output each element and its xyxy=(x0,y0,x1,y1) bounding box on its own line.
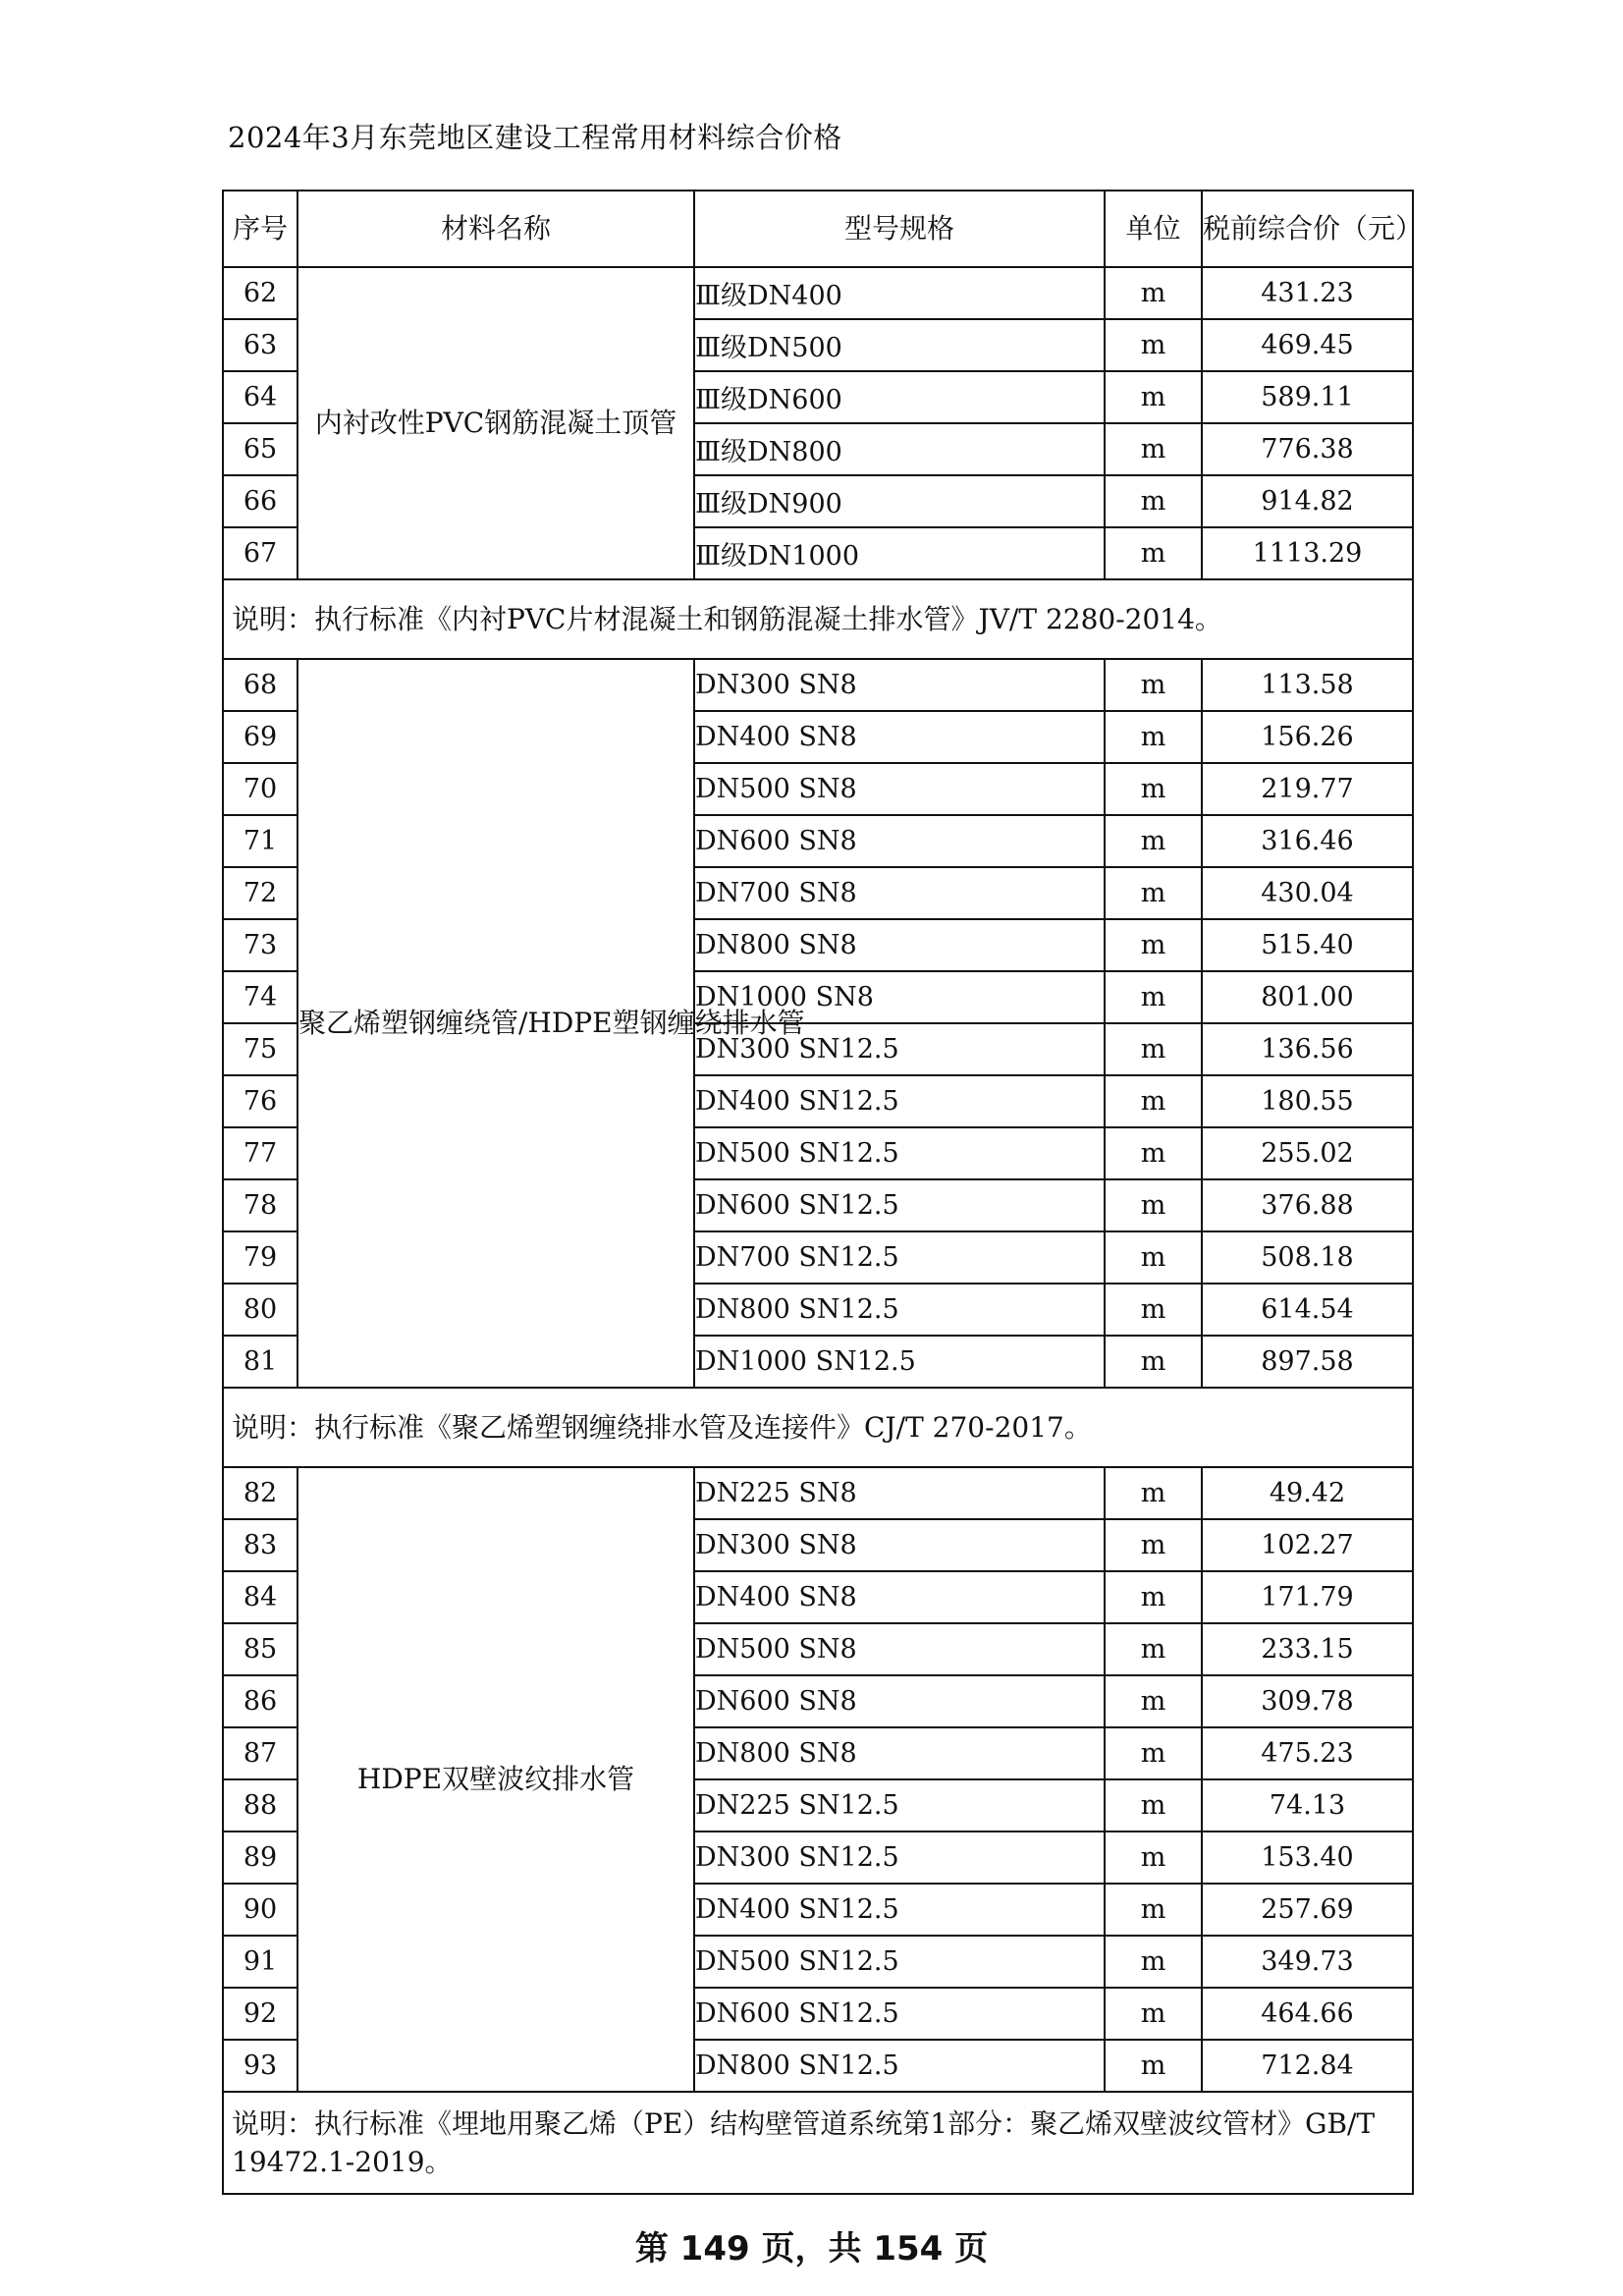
cell-unit: m xyxy=(1105,1467,1202,1519)
cell-spec: DN600 SN12.5 xyxy=(694,1179,1105,1231)
cell-spec: Ⅲ级DN500 xyxy=(694,319,1105,371)
cell-spec: DN600 SN8 xyxy=(694,815,1105,867)
cell-price: 102.27 xyxy=(1202,1519,1413,1571)
cell-seq: 64 xyxy=(223,371,298,423)
cell-price: 171.79 xyxy=(1202,1571,1413,1623)
cell-unit: m xyxy=(1105,423,1202,475)
cell-spec: DN400 SN8 xyxy=(694,711,1105,763)
cell-price: 180.55 xyxy=(1202,1075,1413,1127)
header-unit: 单位 xyxy=(1105,191,1202,267)
cell-seq: 68 xyxy=(223,659,298,711)
cell-spec: DN500 SN12.5 xyxy=(694,1936,1105,1988)
cell-seq: 83 xyxy=(223,1519,298,1571)
cell-price: 257.69 xyxy=(1202,1884,1413,1936)
cell-material-name: 内衬改性PVC钢筋混凝土顶管 xyxy=(298,267,694,579)
header-name: 材料名称 xyxy=(298,191,694,267)
cell-spec: Ⅲ级DN1000 xyxy=(694,527,1105,579)
cell-spec: DN225 SN8 xyxy=(694,1467,1105,1519)
cell-seq: 89 xyxy=(223,1831,298,1884)
cell-unit: m xyxy=(1105,867,1202,919)
cell-price: 219.77 xyxy=(1202,763,1413,815)
cell-spec: DN500 SN8 xyxy=(694,1623,1105,1675)
cell-spec: DN300 SN12.5 xyxy=(694,1831,1105,1884)
cell-unit: m xyxy=(1105,1779,1202,1831)
cell-spec: Ⅲ级DN400 xyxy=(694,267,1105,319)
cell-spec: DN800 SN8 xyxy=(694,1727,1105,1779)
cell-price: 430.04 xyxy=(1202,867,1413,919)
cell-price: 49.42 xyxy=(1202,1467,1413,1519)
page-footer: 第 149 页，共 154 页 xyxy=(634,2229,989,2269)
cell-unit: m xyxy=(1105,1675,1202,1727)
cell-price: 475.23 xyxy=(1202,1727,1413,1779)
cell-spec: Ⅲ级DN800 xyxy=(694,423,1105,475)
cell-seq: 82 xyxy=(223,1467,298,1519)
table-row xyxy=(223,659,1413,711)
cell-price: 431.23 xyxy=(1202,267,1413,319)
cell-price: 153.40 xyxy=(1202,1831,1413,1884)
cell-unit: m xyxy=(1105,659,1202,711)
cell-seq: 71 xyxy=(223,815,298,867)
cell-seq: 66 xyxy=(223,475,298,527)
cell-seq: 75 xyxy=(223,1023,298,1075)
cell-price: 508.18 xyxy=(1202,1231,1413,1284)
cell-seq: 74 xyxy=(223,971,298,1023)
cell-unit: m xyxy=(1105,1519,1202,1571)
cell-seq: 73 xyxy=(223,919,298,971)
cell-spec: DN800 SN8 xyxy=(694,919,1105,971)
cell-price: 309.78 xyxy=(1202,1675,1413,1727)
note-text: 说明：执行标准《聚乙烯塑钢缠绕排水管及连接件》CJ/T 270-2017。 xyxy=(223,1388,1413,1467)
cell-price: 1113.29 xyxy=(1202,527,1413,579)
table-header-row xyxy=(223,191,1413,267)
cell-price: 614.54 xyxy=(1202,1284,1413,1336)
cell-price: 376.88 xyxy=(1202,1179,1413,1231)
cell-price: 897.58 xyxy=(1202,1336,1413,1388)
cell-unit: m xyxy=(1105,1023,1202,1075)
cell-price: 464.66 xyxy=(1202,1988,1413,2040)
cell-spec: DN800 SN12.5 xyxy=(694,2040,1105,2092)
cell-seq: 93 xyxy=(223,2040,298,2092)
cell-unit: m xyxy=(1105,475,1202,527)
cell-seq: 77 xyxy=(223,1127,298,1179)
cell-spec: DN600 SN12.5 xyxy=(694,1988,1105,2040)
cell-material-name: 聚乙烯塑钢缠绕管/HDPE塑钢缠绕排水管 xyxy=(298,659,694,1388)
cell-seq: 67 xyxy=(223,527,298,579)
cell-spec: DN400 SN8 xyxy=(694,1571,1105,1623)
note-row xyxy=(223,1388,1413,1467)
price-table xyxy=(222,190,1424,2195)
note-text: 说明：执行标准《内衬PVC片材混凝土和钢筋混凝土排水管》JV/T 2280-2014。 xyxy=(223,579,1413,659)
cell-unit: m xyxy=(1105,1623,1202,1675)
cell-unit: m xyxy=(1105,319,1202,371)
cell-seq: 81 xyxy=(223,1336,298,1388)
cell-spec: DN225 SN12.5 xyxy=(694,1779,1105,1831)
cell-material-name: HDPE双壁波纹排水管 xyxy=(298,1467,694,2092)
cell-spec: DN300 SN8 xyxy=(694,659,1105,711)
cell-price: 349.73 xyxy=(1202,1936,1413,1988)
document-title: 2024年3月东莞地区建设工程常用材料综合价格 xyxy=(228,121,842,154)
cell-seq: 86 xyxy=(223,1675,298,1727)
cell-spec: DN800 SN12.5 xyxy=(694,1284,1105,1336)
cell-seq: 79 xyxy=(223,1231,298,1284)
cell-unit: m xyxy=(1105,1571,1202,1623)
cell-unit: m xyxy=(1105,763,1202,815)
cell-seq: 76 xyxy=(223,1075,298,1127)
cell-unit: m xyxy=(1105,1936,1202,1988)
cell-seq: 69 xyxy=(223,711,298,763)
cell-seq: 78 xyxy=(223,1179,298,1231)
table-row xyxy=(223,267,1413,319)
cell-spec: DN300 SN8 xyxy=(694,1519,1105,1571)
cell-seq: 65 xyxy=(223,423,298,475)
cell-price: 156.26 xyxy=(1202,711,1413,763)
cell-spec: Ⅲ级DN900 xyxy=(694,475,1105,527)
cell-spec: DN700 SN12.5 xyxy=(694,1231,1105,1284)
cell-seq: 91 xyxy=(223,1936,298,1988)
cell-price: 776.38 xyxy=(1202,423,1413,475)
cell-spec: DN300 SN12.5 xyxy=(694,1023,1105,1075)
cell-seq: 85 xyxy=(223,1623,298,1675)
cell-seq: 62 xyxy=(223,267,298,319)
cell-unit: m xyxy=(1105,1179,1202,1231)
cell-unit: m xyxy=(1105,1127,1202,1179)
cell-spec: DN1000 SN12.5 xyxy=(694,1336,1105,1388)
cell-price: 136.56 xyxy=(1202,1023,1413,1075)
cell-unit: m xyxy=(1105,267,1202,319)
cell-price: 233.15 xyxy=(1202,1623,1413,1675)
header-spec: 型号规格 xyxy=(694,191,1105,267)
cell-unit: m xyxy=(1105,527,1202,579)
cell-price: 113.58 xyxy=(1202,659,1413,711)
cell-unit: m xyxy=(1105,1075,1202,1127)
cell-unit: m xyxy=(1105,2040,1202,2092)
cell-seq: 87 xyxy=(223,1727,298,1779)
cell-spec: DN1000 SN8 xyxy=(694,971,1105,1023)
cell-unit: m xyxy=(1105,919,1202,971)
cell-seq: 84 xyxy=(223,1571,298,1623)
cell-unit: m xyxy=(1105,1284,1202,1336)
cell-seq: 90 xyxy=(223,1884,298,1936)
cell-unit: m xyxy=(1105,1831,1202,1884)
cell-price: 712.84 xyxy=(1202,2040,1413,2092)
cell-price: 914.82 xyxy=(1202,475,1413,527)
cell-spec: DN400 SN12.5 xyxy=(694,1075,1105,1127)
cell-unit: m xyxy=(1105,711,1202,763)
cell-seq: 63 xyxy=(223,319,298,371)
cell-seq: 70 xyxy=(223,763,298,815)
cell-seq: 72 xyxy=(223,867,298,919)
note-text: 说明：执行标准《埋地用聚乙烯（PE）结构壁管道系统第1部分：聚乙烯双壁波纹管材》GB/T 19472.1-2019。 xyxy=(223,2092,1413,2194)
cell-price: 74.13 xyxy=(1202,1779,1413,1831)
cell-unit: m xyxy=(1105,1988,1202,2040)
cell-spec: Ⅲ级DN600 xyxy=(694,371,1105,423)
cell-spec: DN500 SN8 xyxy=(694,763,1105,815)
note-row xyxy=(223,579,1413,659)
cell-unit: m xyxy=(1105,815,1202,867)
cell-price: 469.45 xyxy=(1202,319,1413,371)
cell-price: 589.11 xyxy=(1202,371,1413,423)
cell-spec: DN400 SN12.5 xyxy=(694,1884,1105,1936)
header-price: 税前综合价（元） xyxy=(1202,191,1413,267)
table-body xyxy=(223,267,1413,2194)
cell-unit: m xyxy=(1105,1727,1202,1779)
cell-price: 515.40 xyxy=(1202,919,1413,971)
cell-unit: m xyxy=(1105,1336,1202,1388)
cell-unit: m xyxy=(1105,1231,1202,1284)
table-row xyxy=(223,1467,1413,1519)
cell-price: 801.00 xyxy=(1202,971,1413,1023)
cell-seq: 88 xyxy=(223,1779,298,1831)
cell-unit: m xyxy=(1105,371,1202,423)
cell-price: 316.46 xyxy=(1202,815,1413,867)
cell-unit: m xyxy=(1105,1884,1202,1936)
note-row xyxy=(223,2092,1413,2194)
cell-seq: 80 xyxy=(223,1284,298,1336)
cell-spec: DN700 SN8 xyxy=(694,867,1105,919)
header-seq: 序号 xyxy=(223,191,298,267)
cell-spec: DN600 SN8 xyxy=(694,1675,1105,1727)
cell-spec: DN500 SN12.5 xyxy=(694,1127,1105,1179)
cell-unit: m xyxy=(1105,971,1202,1023)
cell-price: 255.02 xyxy=(1202,1127,1413,1179)
cell-seq: 92 xyxy=(223,1988,298,2040)
